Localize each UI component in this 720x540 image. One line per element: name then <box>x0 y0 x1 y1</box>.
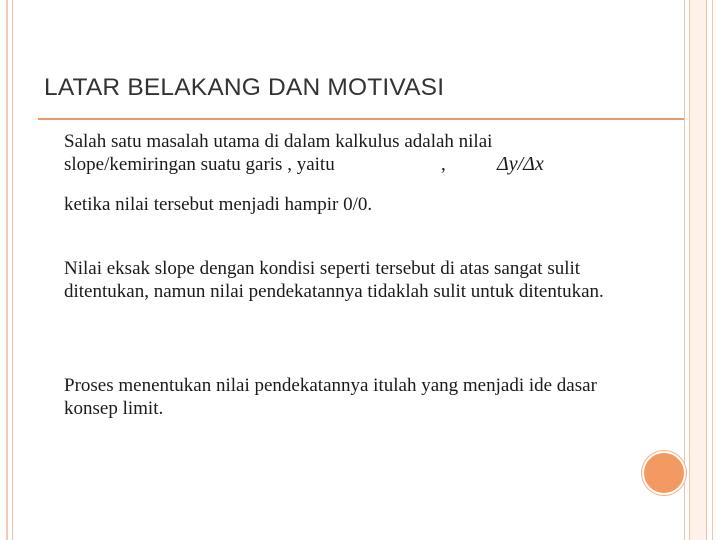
paragraph-3: Proses menentukan nilai pendekatannya itulah yang menjadi ide dasar konsep limit. <box>64 375 597 419</box>
title-underline <box>38 118 684 120</box>
paragraph-1-line-1: Salah satu masalah utama di dalam kalkulus adalah nilai <box>64 131 493 152</box>
paragraph-1-line-2 <box>64 153 624 176</box>
decor-circle <box>642 451 686 495</box>
right-decor-band <box>690 0 706 540</box>
right-decor-line <box>684 0 685 540</box>
formula-dy-dx: Δy/Δx <box>497 153 544 175</box>
paragraph-2: Nilai eksak slope dengan kondisi seperti tersebut di atas sangat sulit ditentukan, namun nilai pendekatannya tidaklah sulit untuk ditentukan. <box>64 258 604 302</box>
left-decor-line-inner <box>12 0 13 540</box>
left-decor-line <box>6 0 8 540</box>
paragraph-1-line-3: ketika nilai tersebut menjadi hampir 0/0. <box>64 194 373 215</box>
right-decor-line <box>689 0 690 540</box>
right-decor-line <box>712 0 713 540</box>
paragraph-1-line-2-text: slope/kemiringan suatu garis , yaitu <box>64 154 335 175</box>
slide-title: LATAR BELAKANG DAN MOTIVASI <box>44 74 445 101</box>
comma: , <box>441 154 446 175</box>
right-decor-line <box>706 0 707 540</box>
paragraph-1 <box>64 130 624 176</box>
